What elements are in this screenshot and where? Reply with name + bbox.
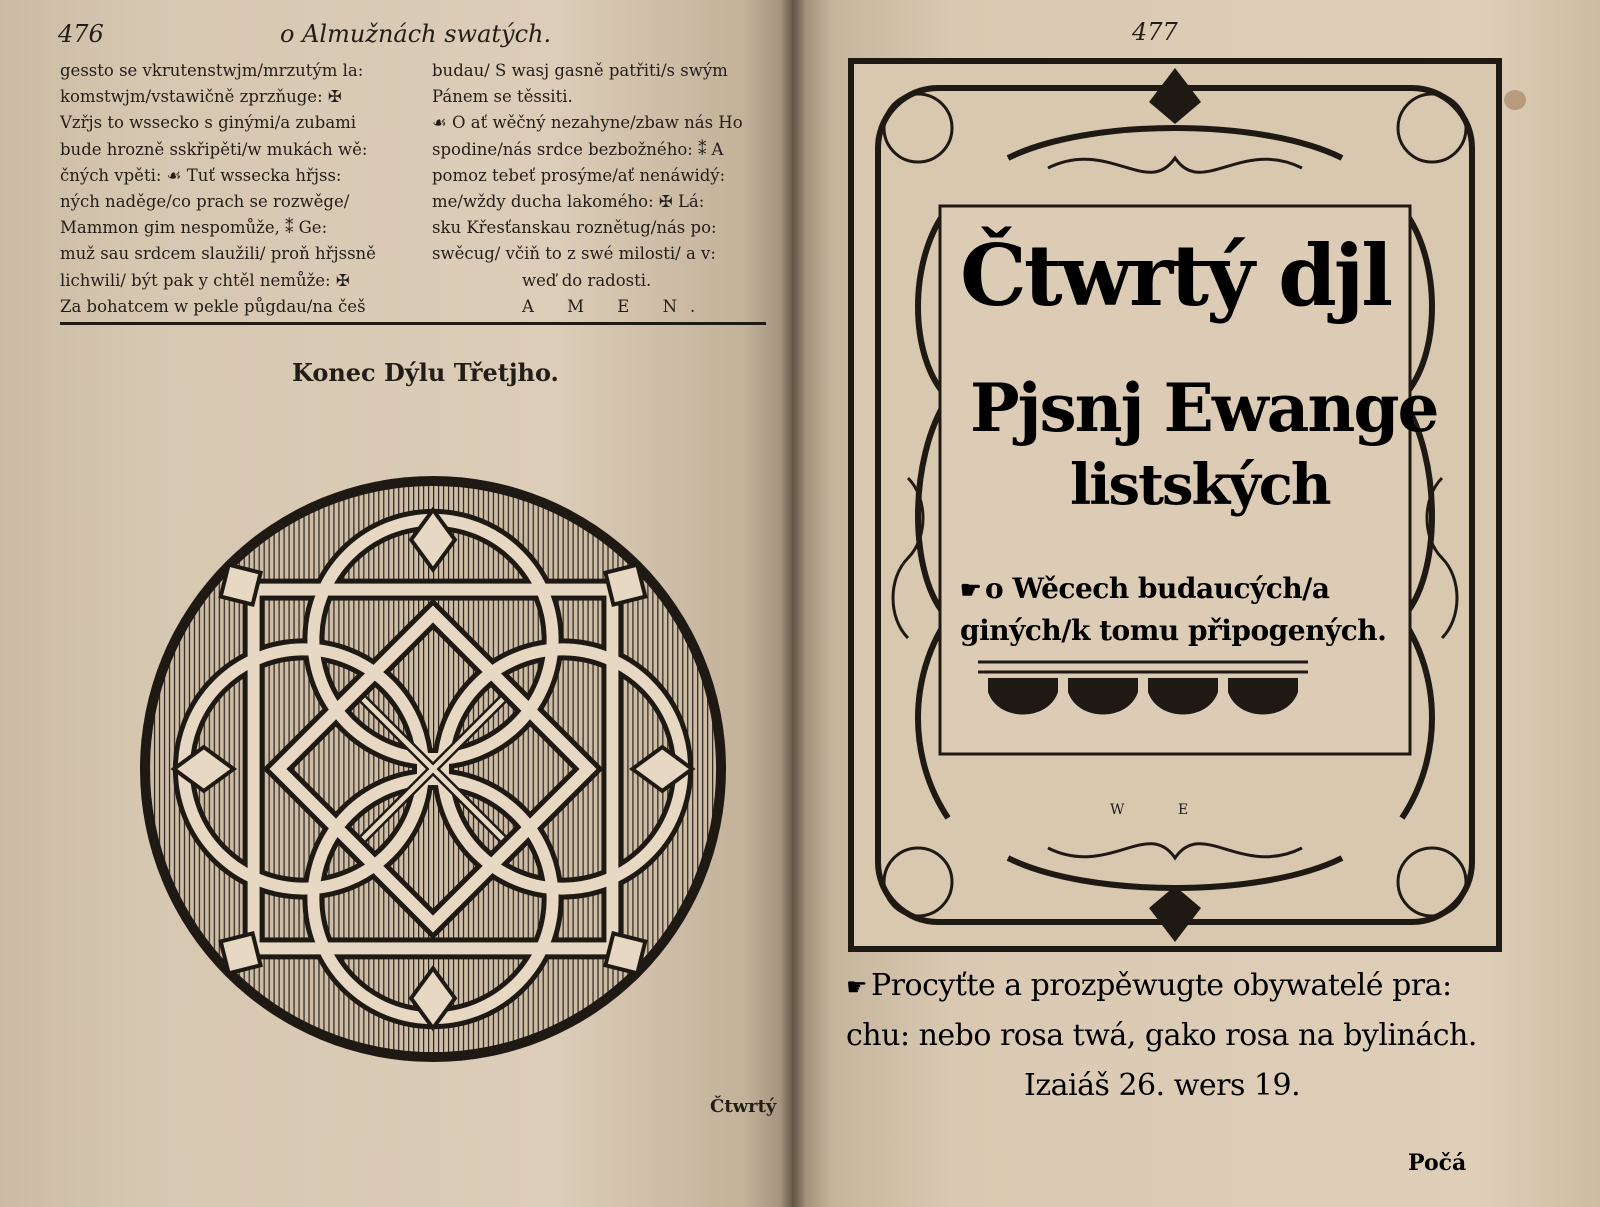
right-catchword: Počá [1408,1150,1467,1176]
text-line: muž sau srdcem slaužili/ proň hřjssně [60,244,376,264]
title-line-1: Čtwrtý djl [960,226,1391,325]
text-column-right [432,58,778,320]
text-line: Za bohatcem w pekle půgdau/na češ [60,296,366,316]
verse-line-1: ☛ Procyťte a prozpěwugte obywatelé pra: [846,968,1452,1003]
text-line: Mammon gim nespomůže, ⁑ Ge: [60,218,328,238]
text-line: gessto se vkrutenstwjm/mrzutým la: [60,61,364,80]
verse-reference: Izaiáš 26. wers 19. [1024,1068,1301,1103]
text-line: weď do radosti. [522,270,652,290]
title-line-3: listských [1070,452,1330,518]
subtitle-line-1: ☛ o Wěcech budaucých/a [960,572,1330,605]
frame-initial-left: W [1110,802,1125,818]
text-line: čných vpěti: ☙ Tuť wssecka hřjss: [60,165,342,185]
text-line: budau/ S wasj gasně patřiti/s swým [432,61,728,80]
text-line: ných naděge/co prach se rozwěge/ [60,192,350,212]
horizontal-rule [60,322,766,325]
text-line: me/wždy ducha lakomého: ✠ Lá: [432,192,705,212]
text-line: sku Křesťanskau roznětug/nás po: [432,218,717,238]
text-line: swěcug/ včiň to z swé milosti/ a v: [432,244,716,264]
text-column-left [60,58,418,320]
knotwork-medallion-woodcut [134,470,732,1068]
text-line: Pánem se těssiti. [432,87,573,107]
text-line: bude hrozně sskřipěti/w mukách wě: [60,139,368,159]
pointing-hand-icon: ☛ [960,575,982,604]
title-line-2: Pjsnj Ewange [970,369,1438,447]
verse-line-2: chu: nebo rosa twá, gako rosa na bylinách. [846,1018,1477,1053]
book-gutter [780,0,806,1207]
right-page-number: 477 [1132,18,1178,46]
paper-stain [1504,90,1526,110]
subtitle-line-2: giných/k tomu připogených. [960,614,1387,647]
left-page-number: 476 [58,20,104,48]
running-head: o Almužnách swatých. [280,20,552,48]
text-line: lichwili/ být pak y chtěl nemůže: ✠ [60,270,350,290]
text-line: komstwjm/vstawičně zprzňuge: ✠ [60,87,342,107]
text-line: ☙ O ať wěčný nezahyne/zbaw nás Ho [432,113,743,133]
end-of-part-title: Konec Dýlu Třetjho. [292,358,559,387]
text-line: spodine/nás srdce bezbožného: ⁑ A [432,139,724,159]
text-line: pomoz tebeť prosýme/ať nenáwidý: [432,165,726,185]
left-catchword: Čtwrtý [710,1096,777,1117]
amen-line: A M E N. [522,296,710,316]
frame-initial-right: E [1178,802,1189,818]
left-page [0,0,792,1207]
pointing-hand-icon: ☛ [846,973,868,1001]
text-line: Vzřjs to wssecko s ginými/a zubami [60,113,357,133]
